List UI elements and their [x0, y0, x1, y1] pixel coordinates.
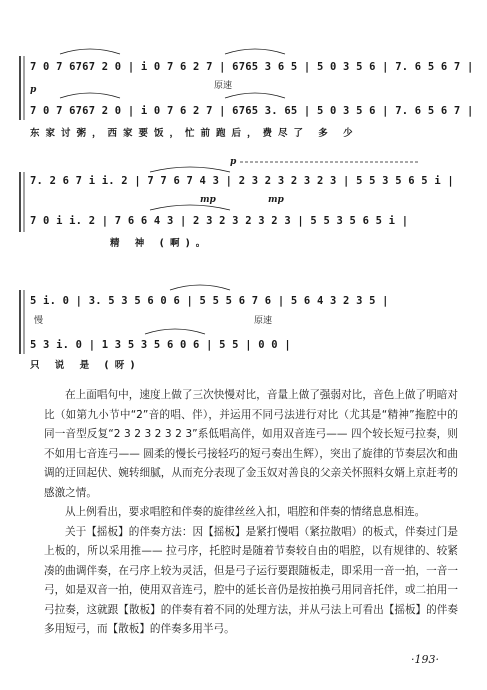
- dynamic-mp-marking-1: mp: [200, 195, 216, 205]
- system-1-tempo-mark: 原速: [214, 81, 233, 91]
- system-1-voice-notation: 7 0 7 6767 2 0 | i 0 7 6 2 7 | 6765 3 6 5 | 5 0 3 5 6 | 7. 6 5 6 7 |: [30, 61, 474, 73]
- system-1-accompaniment-notation: 7 0 7 6767 2 0 | i 0 7 6 2 7 | 6765 3. 65 | 5 0 3 5 6 | 7. 6 5 6 7 |: [30, 105, 474, 117]
- body-text: [44, 386, 458, 640]
- paragraph-1: 在上面唱句中，速度上做了三次快慢对比，音量上做了强弱对比，音色上做了明暗对比（如第九小节中“2̇”音的唱、伴），并运用不同弓法进行对比（尤其是“精神”拖腔中的同一音型反复“2 3 2 3 2 3 2 3”系低唱高伴，如用双音连弓—— 四个较长短弓拉奏，则不如用七音连弓—— 圆柔的慢长弓接轻巧的短弓奏出生辉），突出了旋律的节奏层次和曲调的迂回起伏、婉转细腻，从而充分表现了金玉奴对善良的父亲关怀照料女婿上京赶考的感激之情。: [44, 389, 458, 499]
- system-3-accompaniment-notation: 5 3 i. 0 | 1 3 5 3 5 6 0 6 | 5 5 | 0 0 |: [30, 339, 291, 351]
- dynamic-p-marking: p: [230, 158, 237, 167]
- score-system-2: [0, 158, 487, 258]
- page-number: ·193·: [411, 653, 439, 666]
- system-1-lyrics: 东家讨粥，西家要饭，忙前跑后，费尽了 多 少: [30, 128, 359, 139]
- score-system-2-svg: [0, 158, 487, 258]
- score-system-1-svg: [0, 42, 487, 152]
- system-3-voice-notation: 5 i. 0 | 3. 5 3 5 6 0 6 | 5 5 5 6 7 6 | 5 6 4 3 2 3 5 |: [30, 295, 389, 307]
- paragraph-3: 关于【摇板】的伴奏方法：因【摇板】是紧打慢唱（紧拉散唱）的板式，伴奏过门是上板的，所以采用推—— 拉弓序，托腔时是随着节奏较自由的唱腔，以有规律的、较紧凑的曲调伴奏，在弓序上较为灵活，但是弓子运行要跟随板走，即采用一音一拍，一音一弓，如是双音一拍，使用双音连弓，腔中的延长音仍是按拍换弓用同音托伴，或二拍用一弓拉奏，这就跟【散板】的伴奏有着不同的处理方法，并从弓法上可看出【摇板】的伴奏多用短弓，而【散板】的伴奏多用半弓。: [44, 525, 458, 635]
- slow-tempo-label: 慢: [34, 316, 44, 326]
- score-system-3: [0, 282, 487, 377]
- score-system-3-svg: [0, 282, 487, 377]
- system-3-tempo-mark: 原速: [254, 316, 273, 326]
- svg-text:p: p: [30, 85, 37, 95]
- dynamic-mp-marking-2: mp: [268, 195, 284, 205]
- system-2-voice-notation: 7. 2 6 7 i i. 2 | 7 7 6 7 4 3 | 2 3 2 3 2 3 2 3 | 5 5 3 5 6 5 i |: [30, 175, 454, 187]
- paragraph-2: 从上例看出，要求唱腔和伴奏的旋律丝丝入扣，唱腔和伴奏的情绪息息相连。: [65, 506, 426, 518]
- score-system-1: [0, 42, 487, 152]
- system-2-lyrics: 精 神 (啊)。: [110, 238, 212, 249]
- system-2-accompaniment-notation: 7 0 i i. 2 | 7 6 6 4 3 | 2 3 2 3 2 3 2 3 | 5 5 3 5 6 5 i |: [30, 215, 409, 227]
- system-3-lyrics: 只 说 是 (呀): [30, 360, 141, 371]
